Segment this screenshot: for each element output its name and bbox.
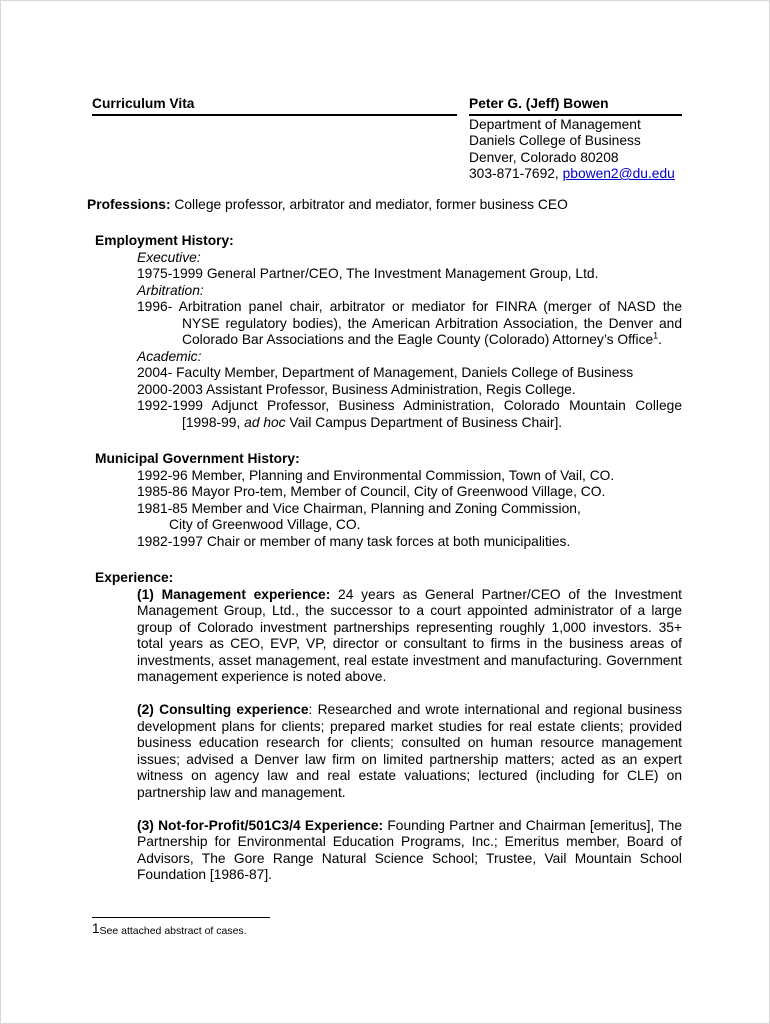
arbitration-text: 1996- Arbitration panel chair, arbitrator or mediator for FINRA (merger of NASD the NYSE regulatory bodies), the American Arbitration Association, the Denver and Colorado Bar Associations and the Eagle County (Colorado) Attorney’s Office (137, 299, 682, 347)
municipal-heading: Municipal Government History: (95, 451, 300, 466)
title-row (92, 96, 682, 116)
municipal-line: 1981-85 Member and Vice Chairman, Planning and Zoning Commission, (137, 500, 581, 516)
municipal-line: 1992-96 Member, Planning and Environmental Commission, Town of Vail, CO. (137, 467, 615, 483)
employment-body (137, 250, 682, 432)
executive-label: Executive: (137, 249, 201, 265)
section-employment-history (95, 233, 682, 431)
experience-body (137, 587, 682, 884)
para2-text: : Researched and wrote international and regional business development plans for clients; prepared market studies for real estate clients; provided business education research for clients; consulted on human resource management issues; advised a Denver law firm on limited partnership matters; acted as an expert witness on agency law and real estate valuations; lectured (including for CLE) on partnership law and management. (137, 702, 682, 800)
email-link[interactable]: pbowen2@du.edu (562, 166, 675, 181)
employment-heading: Employment History: (95, 233, 234, 248)
section-municipal-history (95, 451, 682, 550)
author-name: Peter G. (Jeff) Bowen (469, 96, 682, 116)
contact-line-city: Denver, Colorado 80208 (469, 149, 619, 165)
municipal-line: 1985-86 Mayor Pro-tem, Member of Council, City of Greenwood Village, CO. (137, 484, 606, 499)
doc-title: Curriculum Vita (92, 96, 457, 116)
municipal-line: 1982-1997 Chair or member of many task forces at both municipalities. (137, 533, 571, 549)
contact-block (469, 117, 682, 183)
academic-label: Academic: (137, 348, 202, 364)
document-content (87, 96, 682, 884)
arbitration-period: . (658, 332, 663, 347)
footnote-line (92, 923, 270, 938)
footnote-number: 1 (92, 921, 100, 936)
para3-label: (3) Not-for-Profit/501C3/4 Experience: (137, 817, 384, 833)
academic-line-faculty: 2004- Faculty Member, Department of Management, Daniels College of Business (137, 365, 634, 380)
arbitration-line (137, 299, 682, 349)
arbitration-label: Arbitration: (137, 282, 204, 298)
phone-number: 303-871-7692, (469, 166, 563, 181)
professions-text: College professor, arbitrator and mediator, former business CEO (170, 196, 568, 212)
adjunct-tail: Vail Campus Department of Business Chair]. (285, 414, 563, 430)
adjunct-text: 1992-1999 Adjunct Professor, Business Administration, Colorado Mountain College [1998-99, (137, 398, 682, 430)
executive-line: 1975-1999 General Partner/CEO, The Investment Management Group, Ltd. (137, 266, 599, 281)
para1-text: 24 years as General Partner/CEO of the Investment Management Group, Ltd., the successor to a court appointed administrator of a large group of Colorado investment partnerships representing roughly 1,000 investors. 35+ total years as CEO, EVP, VP, director or consultant to firms in the business areas of investments, asset management, real estate investment and manufacturing. Government management experience is noted above. (137, 586, 682, 684)
contact-line-college: Daniels College of Business (469, 133, 641, 148)
experience-heading: Experience: (95, 570, 174, 585)
footnote-text: See attached abstract of cases. (99, 925, 247, 937)
academic-line-adjunct (137, 398, 682, 431)
section-experience (95, 570, 682, 884)
experience-paragraph-consulting (137, 702, 682, 801)
experience-paragraph-management (137, 587, 682, 686)
municipal-body (137, 468, 682, 551)
contact-line-phone-email (469, 166, 682, 183)
footnote-block (92, 917, 270, 938)
contact-line-department: Department of Management (469, 116, 641, 132)
academic-line-assistant: 2000-2003 Assistant Professor, Business Administration, Regis College. (137, 381, 576, 397)
adjunct-ad-hoc: ad hoc (244, 414, 286, 430)
para2-label: (2) Consulting experience (137, 702, 309, 717)
para3-text: Founding Partner and Chairman [emeritus], The Partnership for Environmental Education Programs, Inc.; Emeritus member, Board of Advisors, The Gore Range Natural Science School; Trustee, Vail Mountain School Foundation [1986-87]. (137, 817, 682, 882)
footnote-reference-marker: 1 (653, 330, 659, 341)
experience-paragraph-nonprofit (137, 818, 682, 884)
municipal-line-continuation: City of Greenwood Village, CO. (169, 517, 361, 532)
para1-label: (1) Management experience: (137, 586, 331, 602)
professions-line (87, 197, 682, 214)
footnote-separator-rule (92, 917, 270, 918)
professions-label: Professions: (87, 196, 171, 212)
